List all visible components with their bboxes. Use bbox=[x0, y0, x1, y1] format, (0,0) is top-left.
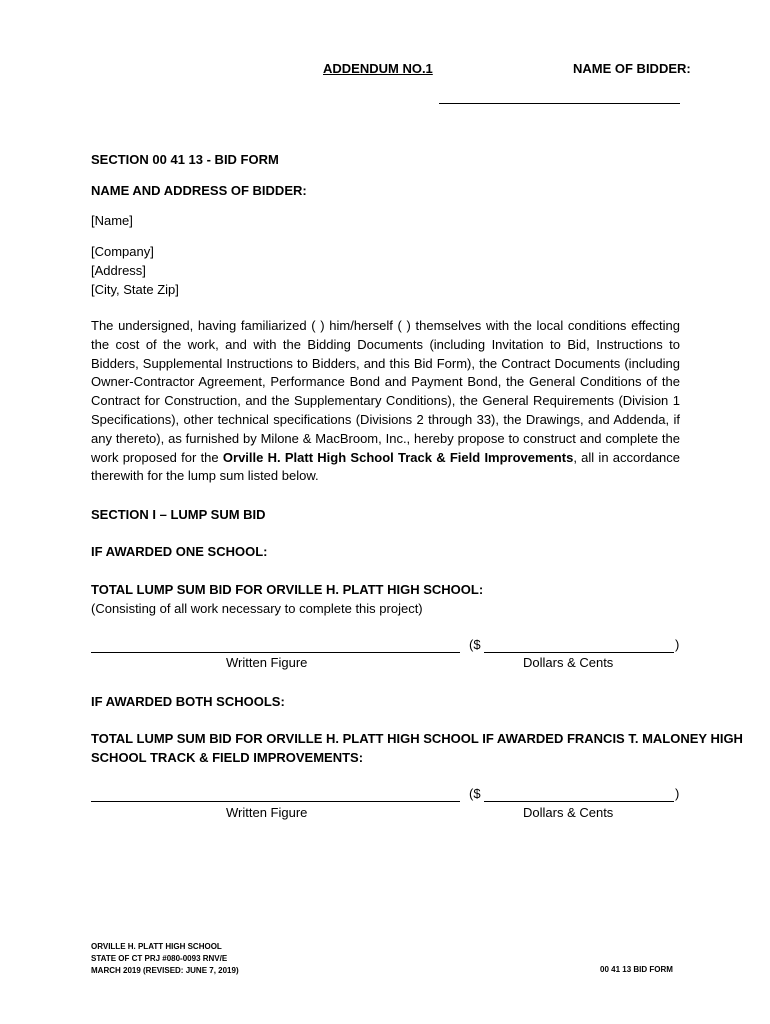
written-figure-line-one[interactable] bbox=[91, 652, 460, 653]
dollars-line-one[interactable] bbox=[484, 652, 674, 653]
consisting-note: (Consisting of all work necessary to complete this project) bbox=[91, 601, 423, 616]
section-title: SECTION 00 41 13 - BID FORM bbox=[91, 152, 279, 167]
body-text-after: , all in accordance therewith for the lump sum listed below. bbox=[91, 449, 681, 484]
written-figure-line-two[interactable] bbox=[91, 801, 460, 802]
written-figure-caption-two: Written Figure bbox=[226, 805, 308, 820]
total-both-heading-line1: TOTAL LUMP SUM BID FOR ORVILLE H. PLATT HIGH SCHOOL IF AWARDED FRANCIS T. MALONEY HIGH bbox=[91, 731, 743, 746]
total-both-heading-line2: SCHOOL TRACK & FIELD IMPROVEMENTS: bbox=[91, 750, 364, 765]
section-one-heading: SECTION I – LUMP SUM BID bbox=[91, 507, 266, 522]
footer-project-number: STATE OF CT PRJ #080-0093 RNV/E bbox=[91, 954, 228, 963]
project-name: Orville H. Platt High School Track & Field Improvements bbox=[222, 449, 574, 465]
dollars-cents-caption-one: Dollars & Cents bbox=[523, 655, 614, 670]
dollars-line-two[interactable] bbox=[484, 801, 674, 802]
name-of-bidder-label: NAME OF BIDDER: bbox=[573, 61, 691, 76]
bidder-city: [City, State Zip] bbox=[91, 282, 179, 297]
close-paren-one: ) bbox=[675, 637, 680, 652]
footer-section-id: 00 41 13 BID FORM bbox=[600, 965, 673, 974]
footer-left bbox=[91, 941, 239, 977]
footer-school: ORVILLE H. PLATT HIGH SCHOOL bbox=[91, 942, 222, 951]
body-paragraph bbox=[91, 317, 680, 486]
open-paren-one: ($ bbox=[469, 637, 481, 652]
name-address-label: NAME AND ADDRESS OF BIDDER: bbox=[91, 183, 307, 198]
total-one-heading: TOTAL LUMP SUM BID FOR ORVILLE H. PLATT HIGH SCHOOL: bbox=[91, 582, 484, 597]
body-text-before: The undersigned, having familiarized ( ) him/herself ( ) themselves with the local conditions effecting the cost of the work, and with the Bidding Documents (including Invitation to Bid, Instructions to Bidders, Supplemental Instructions to Bidders, and this Bid Form), the Contract Documents (including Owner-Contractor Agreement, Performance Bond and Payment Bond, the General Conditions of the Contract for Construction, and the Supplementary Conditions), the General Requirements (Division 1 Specifications), other technical specifications (Divisions 2 through 33), the Drawings, and Addenda, if any thereto), as furnished by Milone & MacBroom, Inc., hereby propose to construct and complete the work proposed for the bbox=[91, 318, 680, 465]
if-one-school-heading: IF AWARDED ONE SCHOOL: bbox=[91, 544, 268, 559]
bidder-name-line[interactable] bbox=[439, 103, 680, 104]
addendum-heading: ADDENDUM NO.1 bbox=[323, 61, 433, 76]
bidder-company: [Company] bbox=[91, 244, 154, 259]
bidder-name: [Name] bbox=[91, 213, 133, 228]
if-both-schools-heading: IF AWARDED BOTH SCHOOLS: bbox=[91, 694, 285, 709]
close-paren-two: ) bbox=[675, 786, 680, 801]
open-paren-two: ($ bbox=[469, 786, 481, 801]
written-figure-caption-one: Written Figure bbox=[226, 655, 308, 670]
footer-date: MARCH 2019 (REVISED: JUNE 7, 2019) bbox=[91, 966, 239, 975]
bidder-address: [Address] bbox=[91, 263, 146, 278]
dollars-cents-caption-two: Dollars & Cents bbox=[523, 805, 614, 820]
